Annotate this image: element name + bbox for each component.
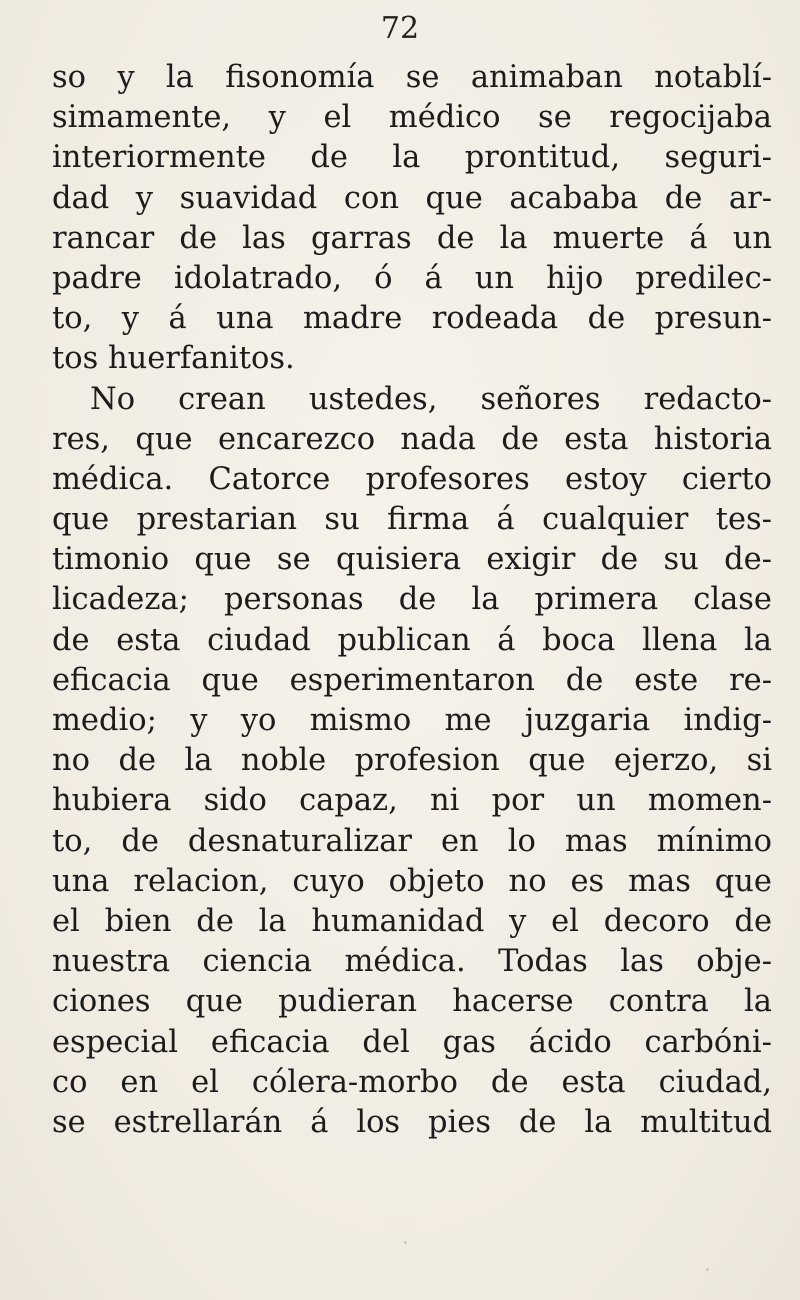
paper-speck bbox=[404, 1241, 407, 1244]
text-line: que prestarian su firma á cualquier tes- bbox=[52, 502, 772, 538]
paragraph-end-line: tos huerfanitos. bbox=[52, 341, 295, 377]
text-line: to, de desnaturalizar en lo mas mínimo bbox=[52, 823, 772, 859]
text-line: nuestra ciencia médica. Todas las obje- bbox=[52, 944, 772, 980]
paper-speck bbox=[706, 1268, 709, 1271]
text-line: una relacion, cuyo objeto no es mas que bbox=[52, 863, 772, 899]
body-text bbox=[52, 58, 772, 1143]
text-line: res, que encarezco nada de esta historia bbox=[52, 421, 772, 457]
text-line: se estrellarán á los pies de la multitud bbox=[52, 1104, 772, 1140]
text-line: dad y suavidad con que acababa de ar- bbox=[52, 180, 772, 216]
text-line: so y la fisonomía se animaban notablí- bbox=[52, 60, 772, 95]
text-line: medio; y yo mismo me juzgaria indig- bbox=[52, 703, 772, 738]
text-line: médica. Catorce profesores estoy cierto bbox=[52, 461, 772, 497]
text-line: de esta ciudad publican á boca llena la bbox=[52, 622, 772, 658]
text-line: ciones que pudieran hacerse contra la bbox=[52, 984, 772, 1020]
text-line: timonio que se quisiera exigir de su de- bbox=[52, 542, 772, 578]
text-line: padre idolatrado, ó á un hijo predilec- bbox=[52, 260, 772, 296]
text-line: licadeza; personas de la primera clase bbox=[52, 582, 772, 618]
text-line: rancar de las garras de la muerte á un bbox=[52, 220, 772, 256]
text-line: interiormente de la prontitud, seguri- bbox=[52, 140, 772, 176]
text-line: especial eficacia del gas ácido carbóni- bbox=[52, 1024, 772, 1060]
text-line: eficacia que esperimentaron de este re- bbox=[52, 662, 772, 698]
text-line: co en el cólera-morbo de esta ciudad, bbox=[52, 1064, 772, 1100]
text-line: no de la noble profesion que ejerzo, si bbox=[52, 743, 772, 779]
text-line: hubiera sido capaz, ni por un momen- bbox=[52, 783, 772, 819]
text-line: simamente, y el médico se regocijaba bbox=[52, 100, 772, 136]
text-line: to, y á una madre rodeada de presun- bbox=[52, 301, 772, 337]
text-line: el bien de la humanidad y el decoro de bbox=[52, 903, 772, 939]
paragraph-start-line: No crean ustedes, señores redacto- bbox=[90, 381, 772, 417]
page-number: 72 bbox=[380, 11, 420, 46]
